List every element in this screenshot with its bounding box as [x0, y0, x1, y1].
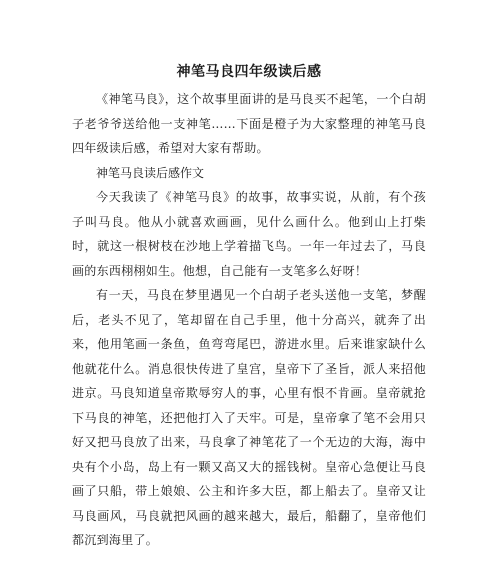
body-paragraph: 有一天，马良在梦里遇见一个白胡子老头送他一支笔，梦醒后，老头不见了，笔却留在自己手里，他十分高兴，就奔了出来，他用笔画一条鱼，鱼弯弯尾巴，游进水里。后来谁家缺什么他就花什么。消息很快传进了皇宫，皇帝下了圣旨，派人来招他进京。马良知道皇帝欺辱穷人的事，心里有恨不肯画。皇帝就抢下马良的神笔，还把他打入了天牢。可是，皇帝拿了笔不会用只好又把马良放了出来，马良拿了神笔花了一个无边的大海，海中央有个小岛，岛上有一颗又高又大的摇钱树。皇帝心急便让马良画了只船，带上娘娘、公主和许多大臣，都上船去了。皇帝又让马良画风，马良就把风画的越来越大，最后，船翻了，皇帝他们都沉到海里了。 — [72, 288, 426, 547]
document-page — [72, 62, 426, 553]
intro-paragraph: 《神笔马良》，这个故事里面讲的是马良买不起笔，一个白胡子老爷爷送给他一支神笔……下面是橙子为大家整理的神笔马良四年级读后感，希望对大家有帮助。 — [72, 92, 426, 155]
body-paragraph: 今天我读了《神笔马良》的故事，故事实说，从前，有个孩子叫马良。他从小就喜欢画画，见什么画什么。他到山上打柴时，就这一根树枝在沙地上学着描飞鸟。一年一年过去了，马良画的东西栩栩如生。他想，自己能有一支笔多么好呀！ — [72, 190, 426, 278]
section-heading: 神笔马良读后感作文 — [96, 165, 205, 180]
document-title: 神笔马良四年级读后感 — [176, 64, 322, 80]
